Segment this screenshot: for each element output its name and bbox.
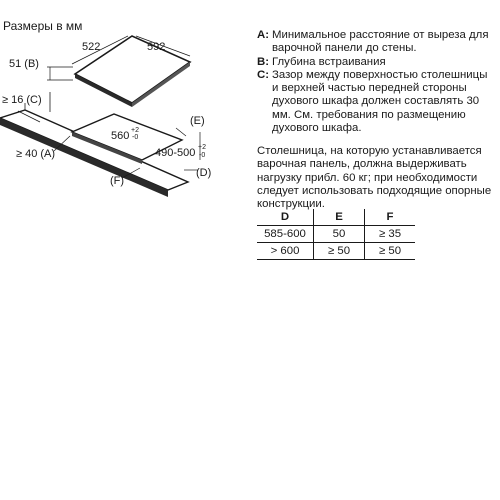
table-cell: 50 [314,226,365,243]
cutout-depth-tol-upper: +2 [198,144,206,151]
sizes-title: Размеры в мм [3,19,83,33]
label-a: ≥ 40 (A) [16,148,56,160]
cutout-depth-tol-lower: -0 [199,152,206,159]
installation-diagram [0,0,255,200]
cutout-depth-dimension [155,144,206,159]
note-c [257,69,493,135]
table-row [257,226,415,243]
table-cell: 585-600 [257,226,314,243]
table-header-e: E [314,209,365,226]
table-cell: ≥ 50 [365,243,416,260]
e-leader [176,128,186,136]
hob-width-label: 592 [147,41,166,53]
note-b-key: B: [257,55,270,68]
label-e: (E) [190,115,205,127]
notes-list [257,29,493,135]
table-row [257,243,415,260]
worktop-load-note: Столешница, на которую устанавливается варочная панель, должна выдерживать нагрузку прибл. 60 кг; при необходимости следует использовать подходящие опорные конструкции. [257,145,492,211]
note-b [257,56,493,69]
table-cell: ≥ 50 [314,243,365,260]
table-cell: ≥ 35 [365,226,416,243]
note-c-key: C: [257,68,270,81]
cutout-depth-value: 490-500 [155,147,196,159]
cutout-width-tol-lower: -0 [132,134,139,141]
label-d: (D) [196,167,212,179]
note-a-text: Минимальное расстояние от выреза для варочной панели до стены. [272,29,489,55]
note-a [257,29,493,56]
label-f: (F) [110,175,125,187]
cutout-width-tol-upper: +2 [131,127,139,134]
note-b-text: Глубина встраивания [272,55,386,68]
clearance-table [257,209,415,260]
table-header-f: F [365,209,416,226]
label-c: ≥ 16 (C) [2,94,42,106]
table-header-row [257,209,415,226]
table-header-d: D [257,209,314,226]
hob-drawing [47,36,190,107]
cutout-width-dimension [111,127,139,142]
worktop-drawing [0,92,200,197]
label-b: 51 (B) [9,58,39,70]
table-cell: > 600 [257,243,314,260]
note-c-text: Зазор между поверхностью столешницы и верхней частью передней стороны духового шкафа должен составлять 30 мм. См. требования по размещению духового шкафа. [272,68,488,135]
note-a-key: A: [257,29,270,41]
cutout-width-value: 560 [111,130,130,142]
hob-depth-label: 522 [82,41,101,53]
